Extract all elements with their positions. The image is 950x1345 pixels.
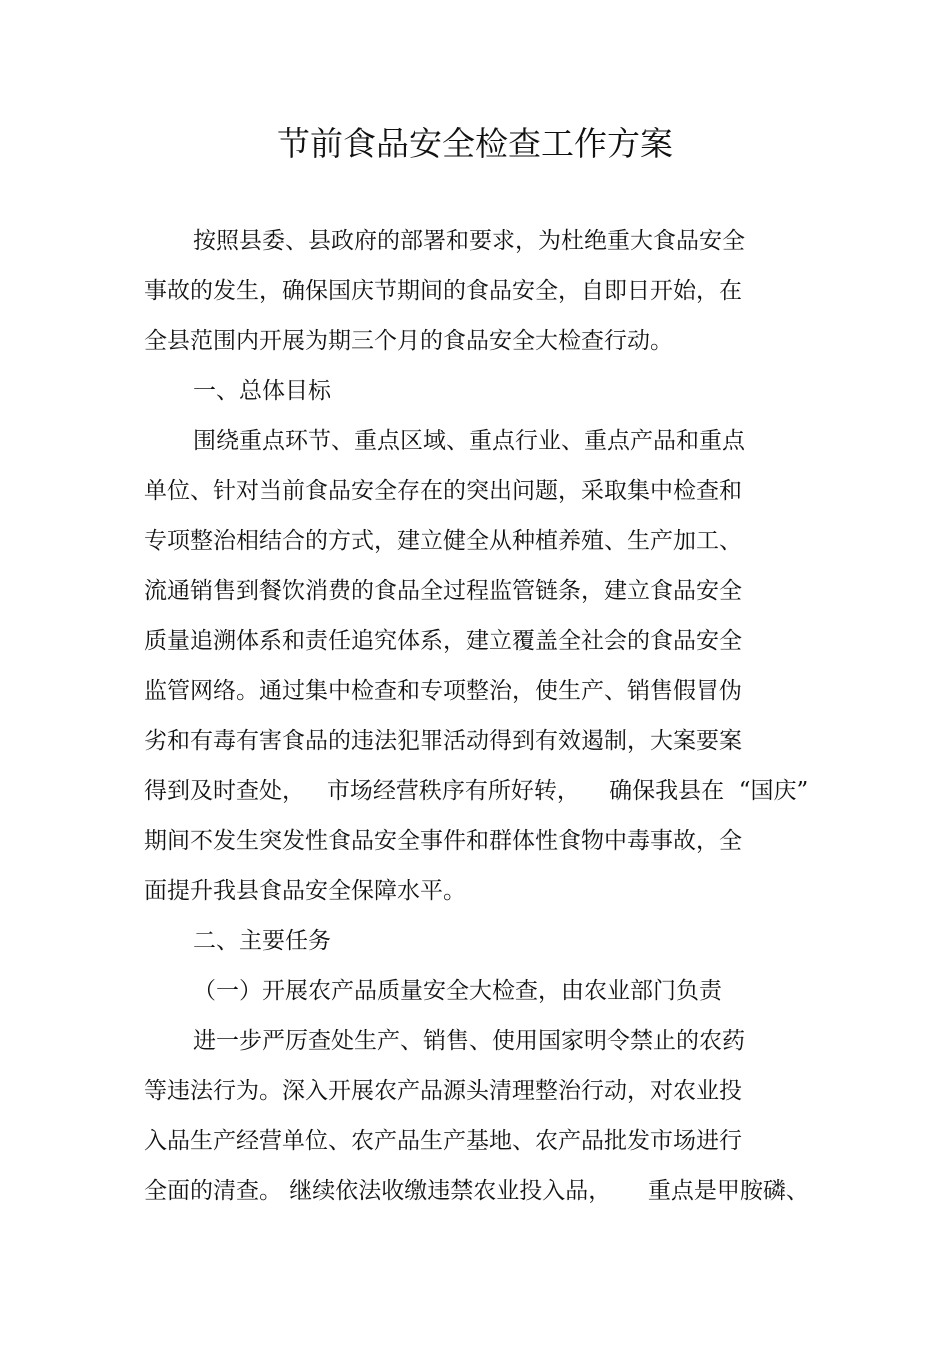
- paragraph-line: 事故的发生，确保国庆节期间的食品安全，自即日开始，在: [144, 278, 742, 304]
- paragraph-line: 等违法行为。深入开展农产品源头清理整治行动，对农业投: [144, 1078, 742, 1104]
- paragraph-line: 面提升我县食品安全保障水平。: [144, 878, 466, 904]
- paragraph-line: 质量追溯体系和责任追究体系，建立覆盖全社会的食品安全: [144, 628, 742, 654]
- section-heading: 二、主要任务: [193, 928, 331, 954]
- section-heading: 一、总体目标: [193, 378, 331, 404]
- paragraph-line: 进一步严厉查处生产、销售、使用国家明令禁止的农药: [193, 1028, 745, 1054]
- paragraph-line: 围绕重点环节、重点区域、重点行业、重点产品和重点: [193, 428, 745, 454]
- paragraph-line: 单位、针对当前食品安全存在的突出问题，采取集中检查和: [144, 478, 742, 504]
- paragraph-line: 全县范围内开展为期三个月的食品安全大检查行动。: [144, 328, 673, 354]
- subsection-heading: （一）开展农产品质量安全大检查，由农业部门负责: [193, 978, 722, 1004]
- paragraph-line: 监管网络。通过集中检查和专项整治，使生产、销售假冒伪: [144, 678, 742, 704]
- paragraph-line: 专项整治相结合的方式，建立健全从种植养殖、生产加工、: [144, 528, 742, 554]
- paragraph-line: 流通销售到餐饮消费的食品全过程监管链条，建立食品安全: [144, 578, 742, 604]
- paragraph-line: 入品生产经营单位、农产品生产基地、农产品批发市场进行: [144, 1128, 742, 1154]
- paragraph-line: 劣和有毒有害食品的违法犯罪活动得到有效遏制，大案要案: [144, 728, 742, 754]
- paragraph-line: 期间不发生突发性食品安全事件和群体性食物中毒事故，全: [144, 828, 742, 854]
- paragraph-line: 全面的清查。 继续依法收缴违禁农业投入品， 重点是甲胺磷、: [144, 1178, 809, 1204]
- page-title: 节前食品安全检查工作方案: [277, 124, 673, 163]
- paragraph-line: 得到及时查处， 市场经营秩序有所好转， 确保我县在 “国庆”: [144, 778, 809, 804]
- paragraph-line: 按照县委、县政府的部署和要求，为杜绝重大食品安全: [193, 228, 745, 254]
